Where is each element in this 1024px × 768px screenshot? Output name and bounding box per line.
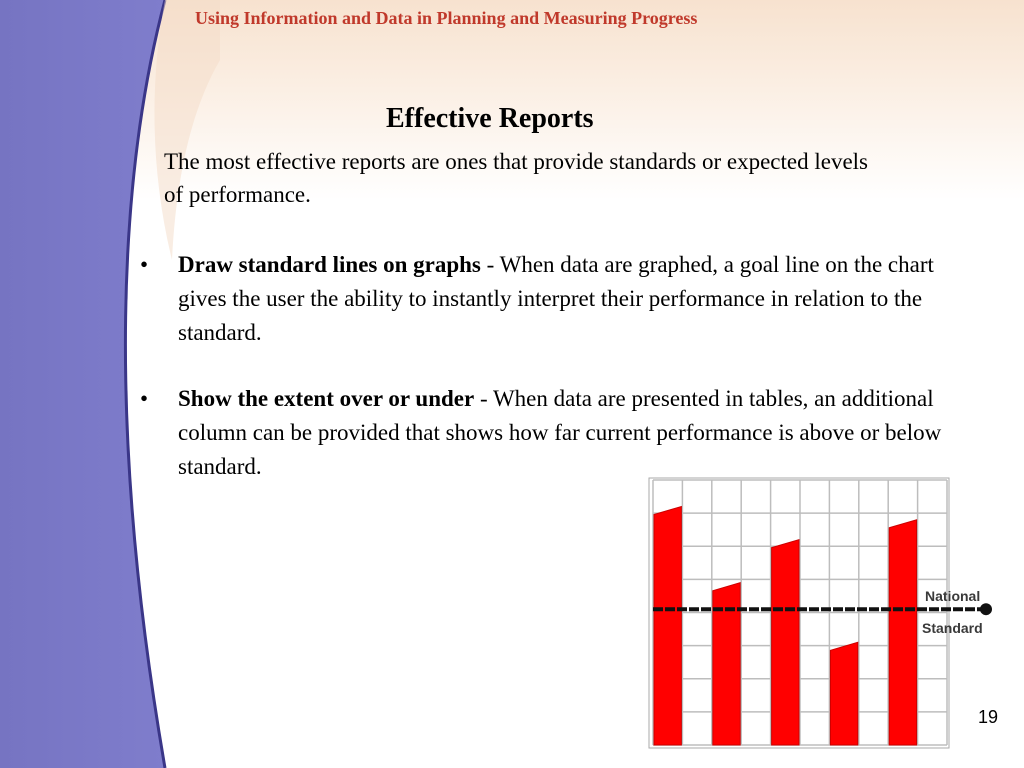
standard-label-national: National bbox=[925, 588, 981, 605]
chart-bar bbox=[889, 520, 916, 745]
chart-bar bbox=[830, 642, 857, 745]
slide-heading: Effective Reports bbox=[386, 103, 594, 134]
standard-label-standard: Standard bbox=[922, 620, 983, 637]
bullet-marker: • bbox=[140, 386, 149, 411]
intro-paragraph: The most effective reports are ones that provide standards or expected levels of performance. bbox=[164, 149, 869, 207]
chart-bar bbox=[713, 583, 740, 745]
bullet-bold-lead: Draw standard lines on graphs bbox=[178, 252, 481, 277]
header-title: Using Information and Data in Planning and Measuring Progress bbox=[195, 8, 698, 28]
bullet-bold-lead: Show the extent over or under bbox=[178, 386, 475, 411]
chart-bar bbox=[772, 540, 799, 745]
chart-bar bbox=[654, 507, 681, 746]
bullet-marker: • bbox=[140, 252, 149, 277]
standard-line-bar-chart bbox=[645, 460, 995, 755]
bullet-text bbox=[178, 248, 978, 350]
bullet-body: - When data are presented in tables, an additional column can be provided that shows how far current performance is above or below standard. bbox=[178, 386, 942, 479]
standard-line-endpoint bbox=[980, 603, 992, 615]
bullet-body: - When data are graphed, a goal line on the chart gives the user the ability to instantly interpret their performance in relation to the standard. bbox=[178, 252, 934, 345]
page-number: 19 bbox=[977, 707, 999, 727]
